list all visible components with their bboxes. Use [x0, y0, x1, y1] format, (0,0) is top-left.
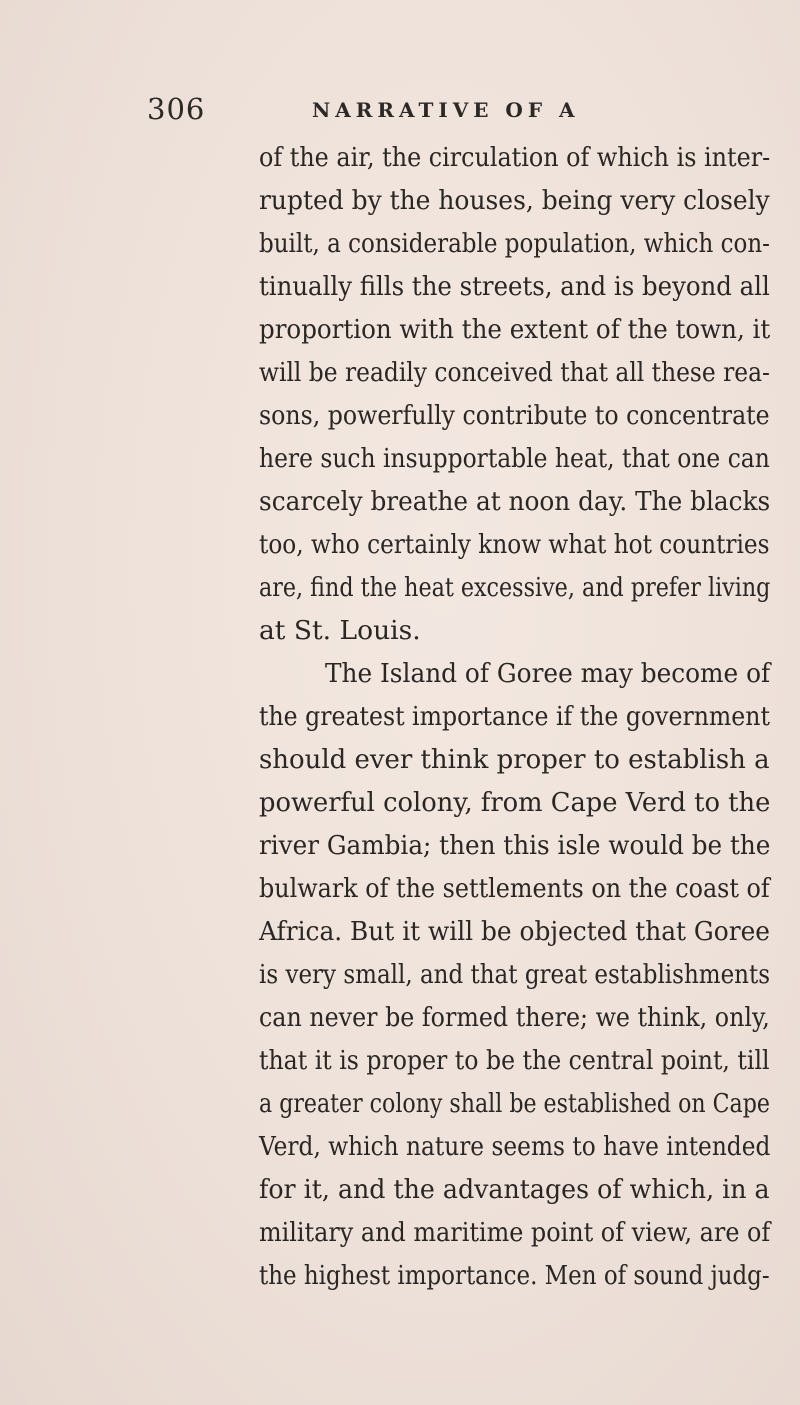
running-head: NARRATIVE OF A — [312, 98, 580, 122]
text-line: should ever think proper to establish a — [259, 744, 770, 775]
text-line: Verd, which nature seems to have intended — [259, 1131, 771, 1162]
page-header — [0, 92, 800, 132]
text-line: will be readily conceived that all these rea- — [259, 357, 770, 388]
text-line: a greater colony shall be established on Cape — [259, 1088, 770, 1119]
text-line: Africa. But it will be objected that Goree — [259, 916, 770, 947]
text-line: scarcely breathe at noon day. The blacks — [259, 486, 771, 517]
text-line: of the air, the circulation of which is inter- — [259, 142, 771, 173]
text-line: rupted by the houses, being very closely — [259, 185, 770, 216]
text-line: can never be formed there; we think, only, — [259, 1002, 770, 1033]
text-line: the greatest importance if the government — [259, 701, 770, 732]
text-line: powerful colony, from Cape Verd to the — [259, 787, 771, 818]
text-line: river Gambia; then this isle would be the — [259, 830, 771, 861]
text-line: too, who certainly know what hot countries — [259, 529, 770, 560]
text-line: proportion with the extent of the town, it — [259, 314, 771, 345]
text-line: the highest importance. Men of sound judg- — [259, 1260, 770, 1291]
text-line: built, a considerable population, which con- — [259, 228, 770, 259]
text-line: bulwark of the settlements on the coast of — [259, 873, 770, 904]
text-line: here such insupportable heat, that one can — [259, 443, 770, 474]
text-line: are, find the heat excessive, and prefer living — [259, 572, 771, 603]
text-line: sons, powerfully contribute to concentrate — [259, 400, 770, 431]
text-line: is very small, and that great establishments — [259, 959, 771, 990]
text-line: tinually fills the streets, and is beyond all — [259, 271, 770, 302]
text-line: military and maritime point of view, are of — [259, 1217, 771, 1248]
page-number: 306 — [147, 92, 206, 126]
text-line: for it, and the advantages of which, in a — [259, 1174, 770, 1205]
text-line: that it is proper to be the central point, till — [259, 1045, 770, 1076]
text-line: The Island of Goree may become of — [325, 658, 771, 689]
text-line: at St. Louis. — [259, 615, 421, 646]
